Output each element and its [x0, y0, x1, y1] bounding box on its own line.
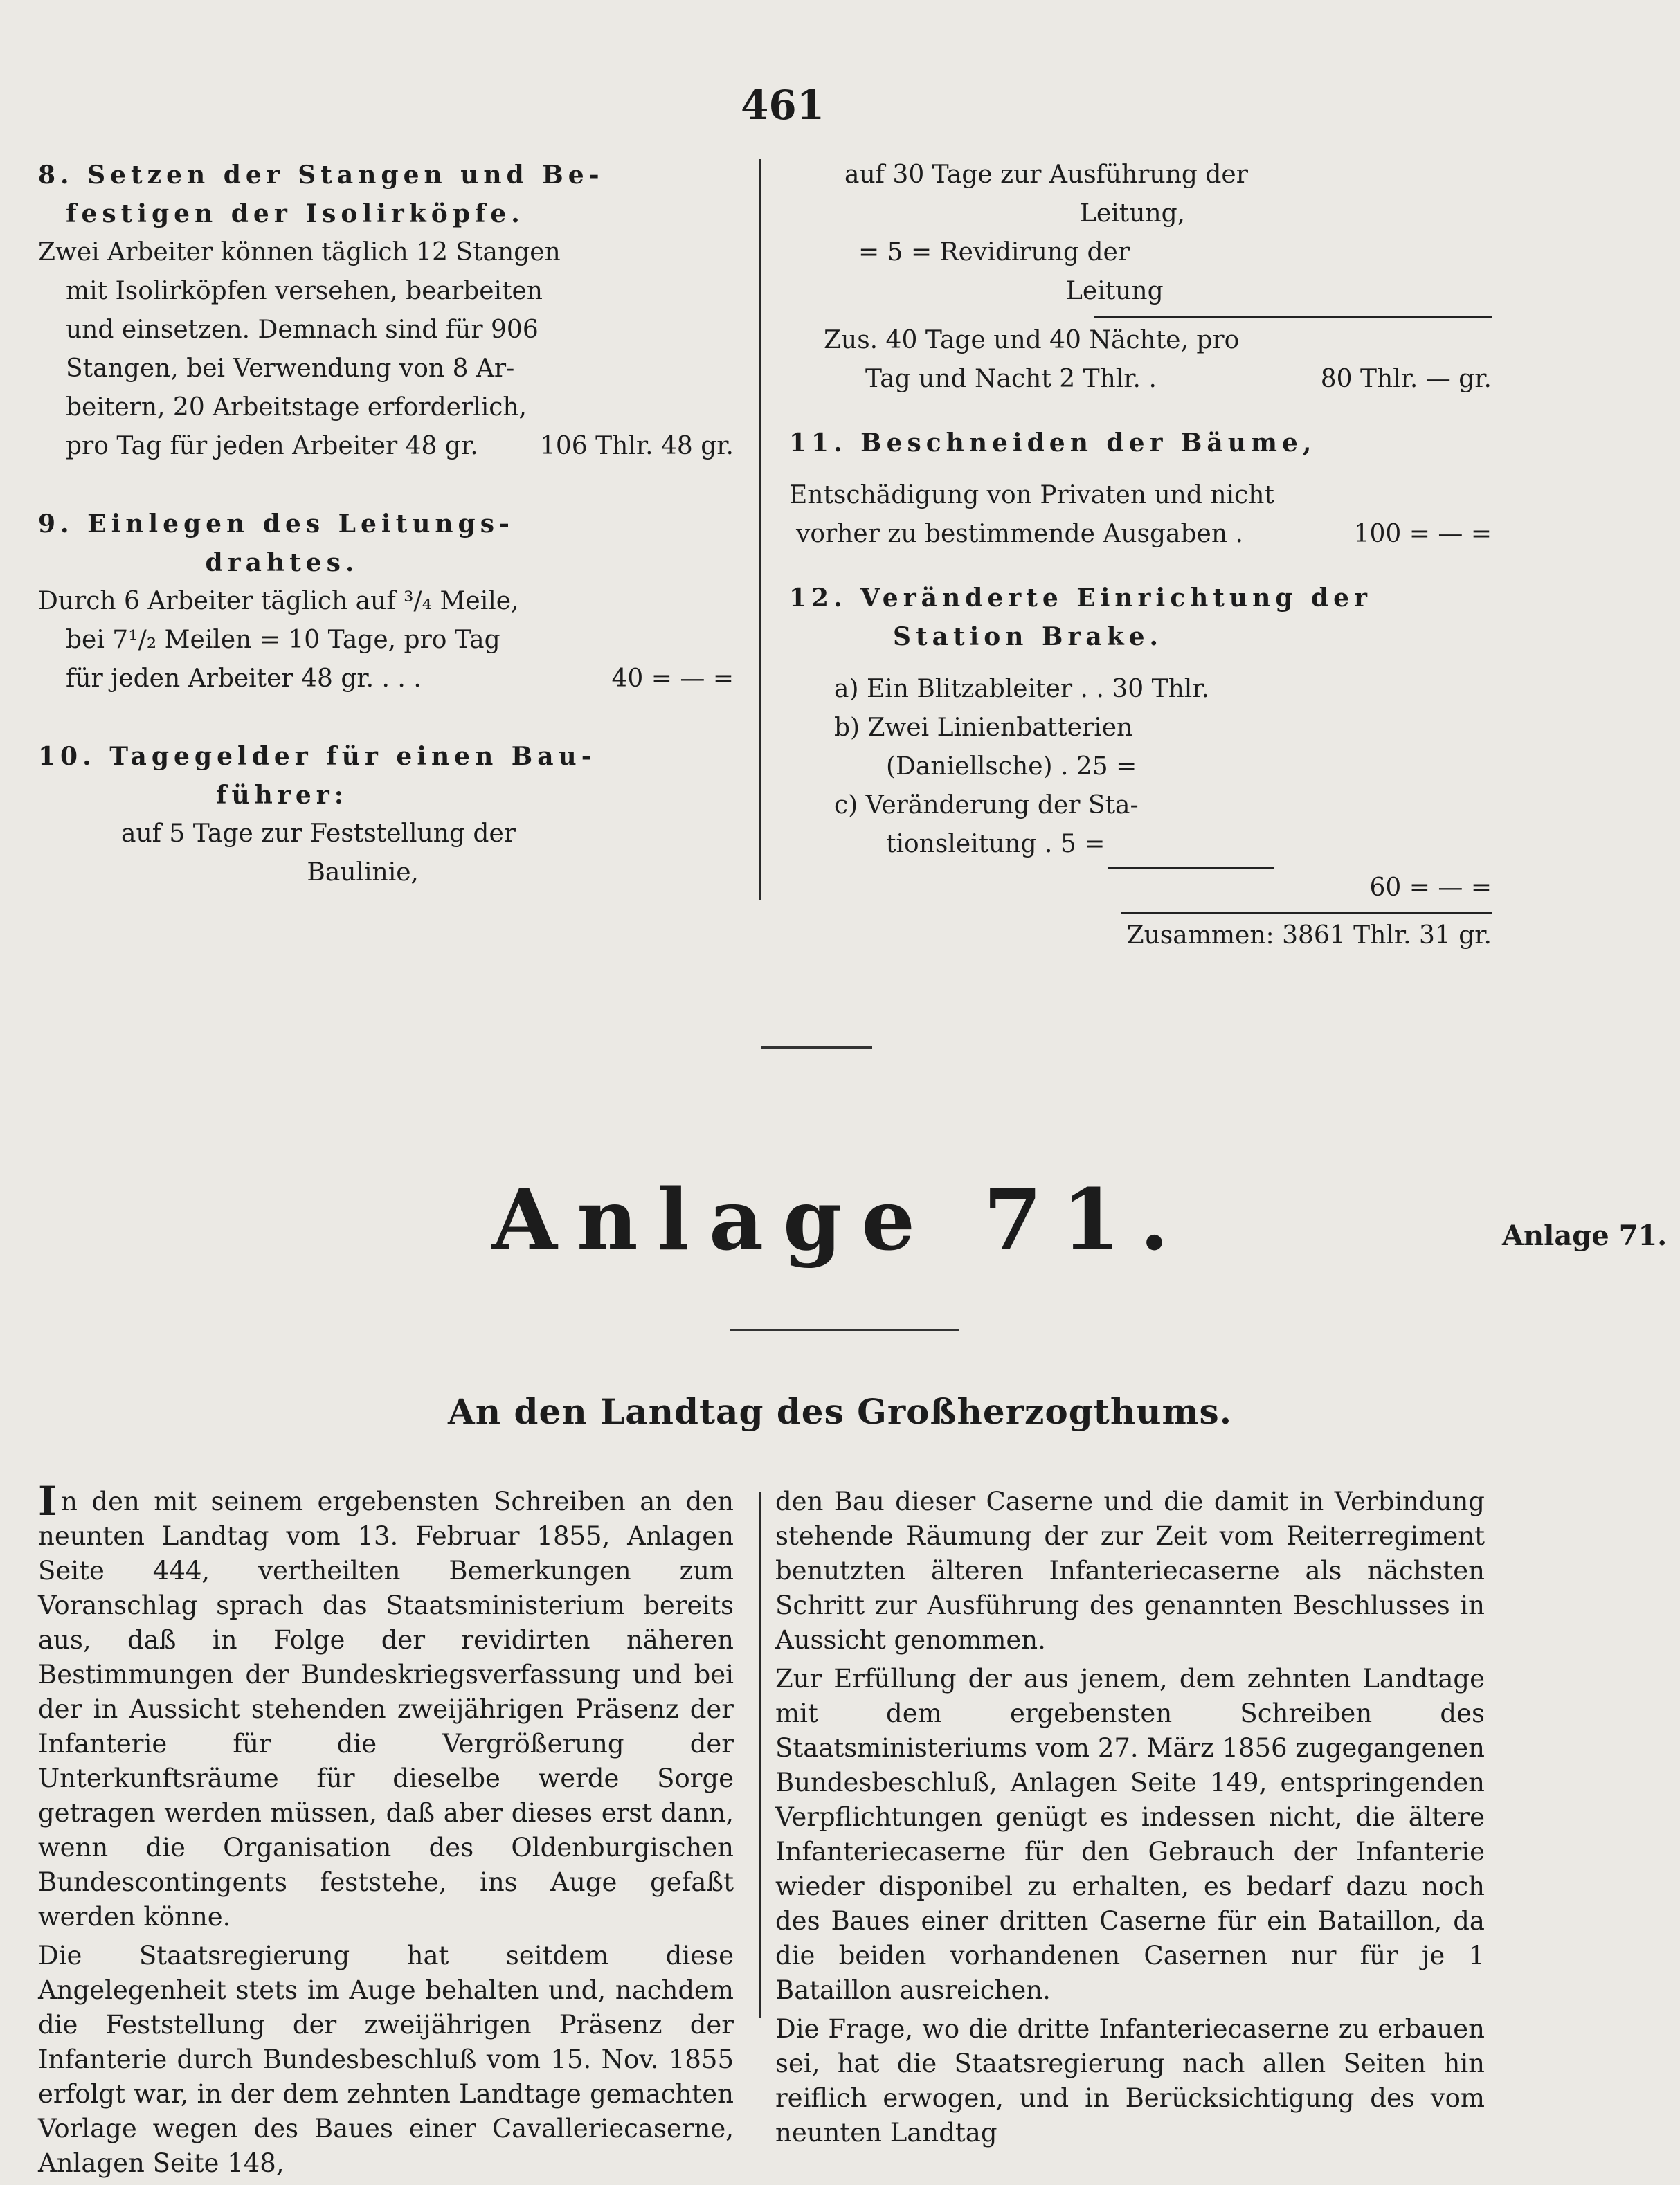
item-12-a: a) Ein Blitzableiter . . 30 Thlr. — [834, 675, 1209, 703]
item-11-amount-value: 100 = — = — [1353, 520, 1492, 548]
body-paragraph-text: n den mit seinem ergebensten Schreiben an den neunten Landtag vom 13. Februar 1855, Anlagen Seite 444, vertheilten Bemerkungen zum Voranschlag sprach das Staatsministerium bereits aus, daß in Folge der revidirten näheren Bestimmungen der Bundeskriegsverfassung und bei der in Aussicht stehenden zweijährigen Präsenz der Infanterie für die Vergrößerung der Unterkunftsräume für dieselbe werde Sorge getragen werden müssen, daß aber dieses erst dann, wenn die Organisation des Oldenburgischen Bundescontingents feststehe, ins Auge gefaßt werden könne. — [38, 1487, 734, 1932]
sum-rule — [1094, 316, 1492, 318]
item-heading-cont: drahtes. — [205, 548, 359, 577]
item-heading-cont: führer: — [216, 781, 348, 810]
item-line: beitern, 20 Arbeitstage erforderlich, — [66, 393, 527, 421]
cost-item-10 — [38, 737, 734, 892]
body-left-column — [38, 1478, 734, 2185]
total-line: Zusammen: 3861 Thlr. 31 gr. — [1126, 921, 1492, 950]
column-divider-lower — [759, 1492, 761, 2018]
item-number: 9. — [38, 509, 74, 538]
drop-cap: I — [38, 1478, 57, 1525]
item-heading: Setzen der Stangen und Be- — [87, 161, 604, 190]
item-heading: Tagegelder für einen Bau- — [109, 742, 597, 771]
item-11-amount-row — [789, 515, 1492, 554]
item-11-amount-text: vorher zu bestimmende Ausgaben . — [796, 520, 1243, 548]
body-paragraph: Die Frage, wo die dritte Infanteriecaserne zu erbauen sei, hat die Staatsregierung nach allen Seiten hin reiflich erwogen, und in Berücksichtigung des vom neunten Landtag — [775, 2014, 1485, 2148]
item-amount-text: pro Tag für jeden Arbeiter 48 gr. — [66, 432, 478, 460]
right-column — [789, 156, 1492, 955]
body-right-column — [775, 1485, 1485, 2155]
sum-value: 80 Thlr. — gr. — [1320, 365, 1492, 393]
item-line: Durch 6 Arbeiter täglich auf ³/₄ Meile, — [38, 587, 519, 615]
item-12-heading: 12. Veränderte Einrichtung der — [789, 583, 1373, 613]
item-amount-row — [38, 427, 734, 466]
section-end-rule — [761, 1046, 872, 1049]
item-amount-row — [38, 660, 734, 698]
item-line: mit Isolirköpfen versehen, bearbeiten — [66, 277, 543, 305]
annex-margin-label: Anlage 71. — [1502, 1220, 1668, 1252]
item-12-c2: tionsleitung . 5 = — [886, 830, 1105, 858]
body-paragraph-text: Die Staatsregierung hat seitdem diese Angelegenheit stets im Auge behalten und, nachdem die Feststellung der zweijährigen Präsenz der Infanterie durch Bundesbeschluß vom 15. Nov. 1855 erfolgt war, in der dem zehnten Landtage gemachten Vorlage wegen des Baues einer Cavalleriecaserne, Anlagen Seite 148, — [38, 1941, 734, 2178]
item-line: und einsetzen. Demnach sind für 906 — [66, 316, 539, 344]
item-11-line: Entschädigung von Privaten und nicht — [789, 481, 1274, 509]
cost-item-8 — [38, 156, 734, 466]
annex-title: Anlage 71. — [491, 1170, 1189, 1269]
cost-item-9 — [38, 505, 734, 698]
item-12-amount-value: 60 = — = — [1369, 873, 1492, 902]
item-amount-value: 40 = — = — [611, 664, 734, 693]
item-line: Baulinie, — [307, 858, 419, 887]
item-12-c: c) Veränderung der Sta- — [834, 791, 1139, 819]
body-paragraph: den Bau dieser Caserne und die damit in Verbindung stehende Räumung der zur Zeit vom Reiterregiment benutzten älteren Infanteriecaserne als nächsten Schritt zur Ausführung des genannten Beschlusses in Aussicht genommen. — [775, 1487, 1485, 1655]
cont-line: Leitung — [1066, 277, 1164, 305]
item-11-heading: 11. Beschneiden der Bäume, — [789, 428, 1317, 457]
item-12-b: b) Zwei Linienbatterien — [834, 714, 1133, 742]
item-amount-value: 106 Thlr. 48 gr. — [539, 432, 734, 460]
item-line: Stangen, bei Verwendung von 8 Ar- — [66, 354, 515, 383]
item-line: auf 5 Tage zur Feststellung der — [121, 819, 516, 848]
item-line: bei 7¹/₂ Meilen = 10 Tage, pro Tag — [66, 626, 500, 654]
body-paragraph — [38, 1939, 734, 2181]
item-line: Zwei Arbeiter können täglich 12 Stangen — [38, 238, 561, 266]
body-paragraph — [38, 1478, 734, 1934]
sum-row — [789, 360, 1492, 399]
item-12-b2: (Daniellsche) . 25 = — [886, 752, 1137, 781]
item-number: 8. — [38, 161, 74, 190]
address-heading: An den Landtag des Großherzogthums. — [448, 1391, 1232, 1432]
total-rule — [1121, 912, 1492, 914]
sum-text-2: Tag und Nacht 2 Thlr. . — [865, 365, 1157, 393]
item-heading: Einlegen des Leitungs- — [87, 509, 514, 538]
cont-line: auf 30 Tage zur Ausführung der — [844, 161, 1248, 189]
item-amount-text: für jeden Arbeiter 48 gr. . . . — [66, 664, 422, 693]
body-paragraph: Zur Erfüllung der aus jenem, dem zehnten Landtage mit dem ergebensten Schreiben des Staatsministeriums vom 27. März 1856 zugegangenen Bundesbeschluß, Anlagen Seite 149, entspringenden Verpflichtungen genügt es indessen nicht, die ältere Infanteriecaserne für den Gebrauch der Infanterie wieder disponibel zu erhalten, es bedarf dazu noch des Baues einer dritten Caserne für ein Bataillon, da die beiden vorhandenen Casernen nur für je 1 Bataillon ausreichen. — [775, 1664, 1485, 2005]
item-12-amount-row — [789, 869, 1492, 907]
item-heading-cont: festigen der Isolirköpfe. — [66, 199, 525, 228]
cont-line: Leitung, — [1080, 199, 1186, 228]
cont-line: = 5 = Revidirung der — [858, 238, 1130, 266]
sum-text: Zus. 40 Tage und 40 Nächte, pro — [824, 326, 1240, 354]
item-12-heading-cont: Station Brake. — [893, 622, 1164, 651]
page-number: 461 — [741, 82, 825, 129]
column-divider — [759, 159, 761, 900]
left-column — [38, 156, 734, 903]
item-number: 10. — [38, 742, 96, 771]
title-rule — [730, 1329, 959, 1331]
